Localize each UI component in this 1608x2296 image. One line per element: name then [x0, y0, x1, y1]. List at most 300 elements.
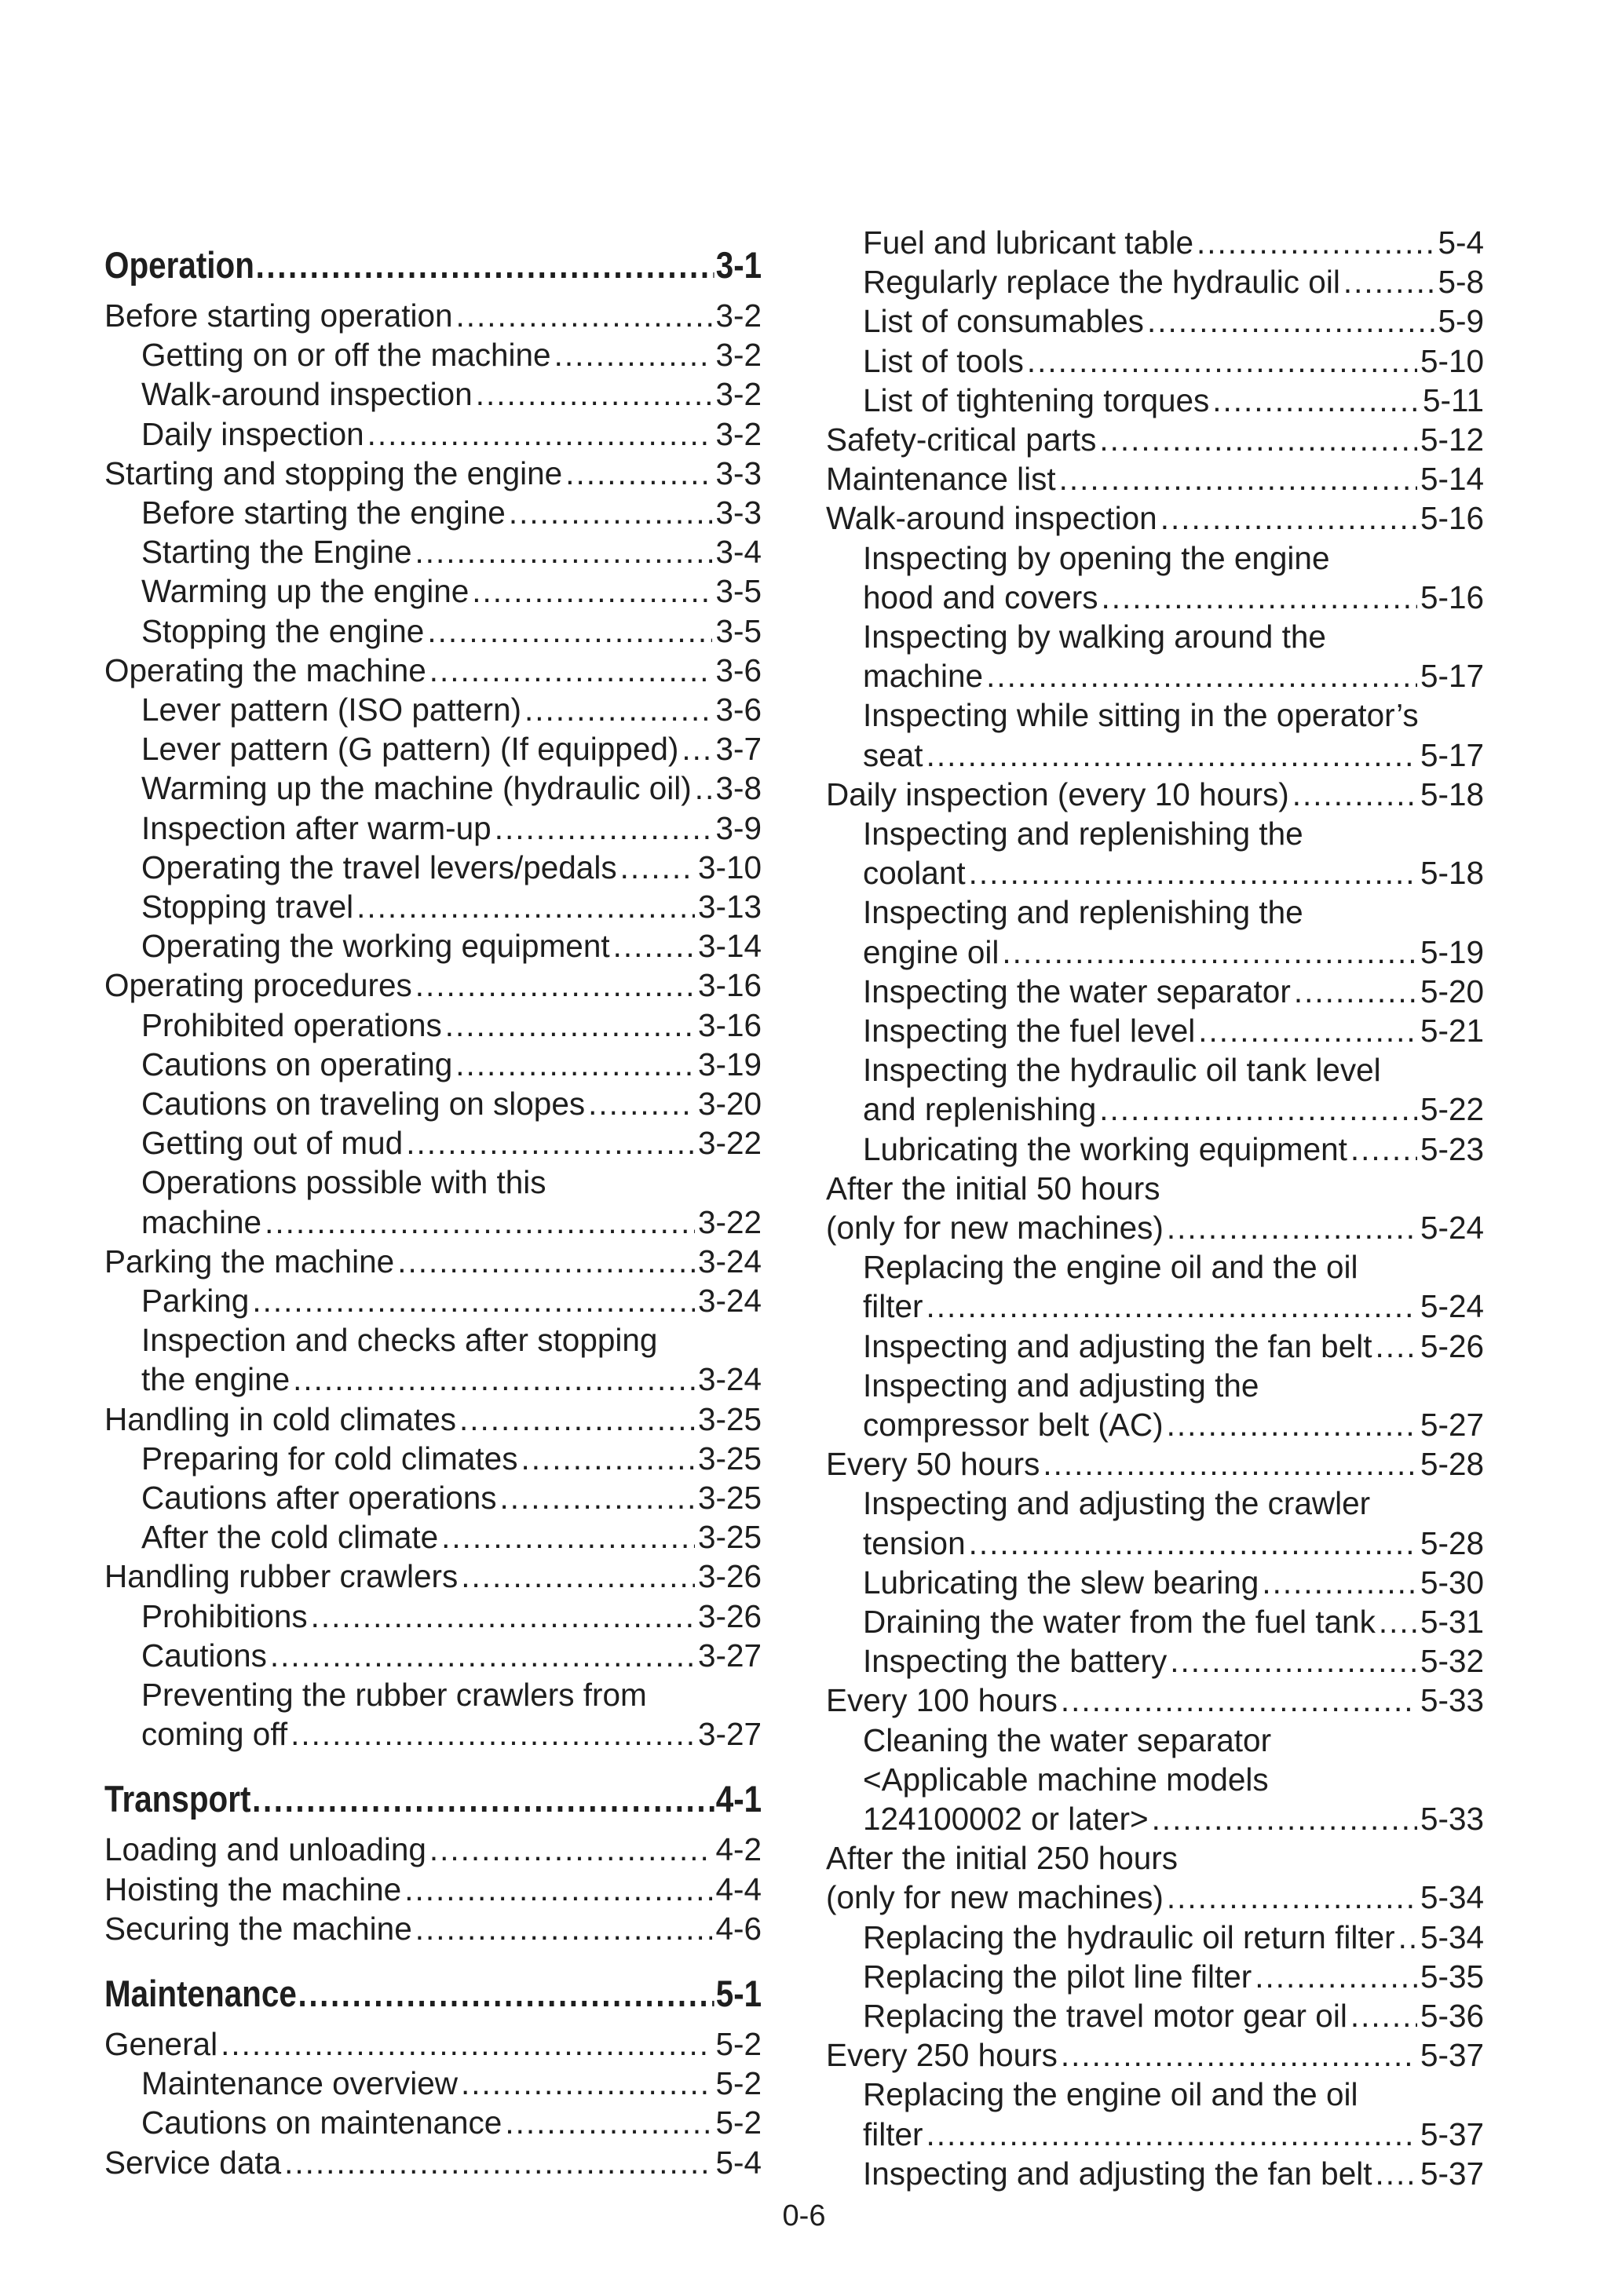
toc-entry: [104, 454, 762, 493]
toc-entry: [826, 1050, 1484, 1090]
toc-dot-leader: [926, 2115, 1417, 2154]
toc-dot-leader: [620, 848, 695, 887]
toc-entry-title: After the initial 50 hours: [826, 1170, 1160, 1206]
toc-entry: [104, 768, 762, 808]
toc-entry-title: Safety-critical parts: [826, 422, 1097, 458]
toc-dot-leader: [293, 1360, 695, 1399]
toc-dot-leader: [1379, 1602, 1417, 1641]
toc-entry-title: <Applicable machine models: [863, 1761, 1269, 1798]
toc-entry: [826, 814, 1484, 853]
toc-dot-leader: [1099, 420, 1417, 459]
toc-entry: [826, 1090, 1484, 1129]
toc-entry-title: coolant: [863, 855, 966, 892]
toc-entry-title: Inspecting by walking around the: [863, 619, 1326, 655]
toc-entry: [104, 1006, 762, 1045]
toc-dot-leader: [441, 1517, 695, 1557]
toc-entry-title: Inspecting by opening the engine: [863, 539, 1330, 576]
toc-entry-title: Inspecting and adjusting the fan belt: [863, 1327, 1372, 1364]
toc-dot-leader: [1350, 1130, 1417, 1169]
toc-entry: [826, 498, 1484, 538]
toc-entry: [826, 420, 1484, 459]
toc-entry-page: 5-17: [1420, 736, 1484, 773]
toc-entry-title: Preventing the rubber crawlers from: [141, 1677, 647, 1713]
toc-entry: [104, 611, 762, 651]
toc-entry-title: hood and covers: [863, 579, 1098, 615]
toc-entry: [104, 965, 762, 1005]
toc-entry: [104, 1830, 762, 1869]
toc-entry-page: 5-14: [1420, 461, 1484, 498]
toc-entry-title: Regularly replace the hydraulic oil: [863, 264, 1340, 301]
toc-entry: [104, 1163, 762, 1202]
toc-entry: [826, 341, 1484, 381]
toc-entry-title: (only for new machines): [826, 1879, 1164, 1916]
toc-entry: [826, 2154, 1484, 2193]
toc-entry-title: 124100002 or later>: [863, 1801, 1149, 1837]
toc-entry-title: Inspecting the water separator: [863, 973, 1291, 1009]
toc-dot-leader: [445, 1006, 695, 1045]
toc-entry: [826, 538, 1484, 578]
toc-entry: [104, 887, 762, 926]
toc-entry-page: 5-2: [715, 2065, 762, 2102]
toc-entry-title: Operating the travel levers/pedals: [141, 849, 617, 885]
toc-entry-page: 3-22: [697, 1203, 762, 1240]
toc-entry: [826, 617, 1484, 656]
toc-entry-title: Lubricating the working equipment: [863, 1130, 1347, 1167]
toc-entry-title: Loading and unloading: [104, 1831, 426, 1868]
toc-dot-leader: [1147, 301, 1435, 341]
toc-dot-leader: [1198, 1011, 1417, 1050]
toc-entry: [104, 374, 762, 414]
toc-dot-leader: [429, 1830, 713, 1869]
toc-entry: [104, 296, 762, 335]
toc-dot-leader: [252, 1774, 714, 1824]
toc-entry-title: Cautions after operations: [141, 1480, 497, 1516]
toc-dot-leader: [472, 571, 712, 611]
toc-entry: [826, 459, 1484, 498]
toc-entry: [104, 1478, 762, 1517]
toc-entry-title: Inspecting and adjusting the fan belt: [863, 2155, 1372, 2192]
toc-entry: [826, 1878, 1484, 1917]
toc-entry: [104, 493, 762, 532]
toc-entry: [826, 892, 1484, 932]
toc-dot-leader: [298, 1969, 714, 2019]
toc-entry-page: 3-25: [697, 1519, 762, 1556]
toc-entry-page: 5-32: [1420, 1643, 1484, 1680]
toc-entry: [826, 2075, 1484, 2114]
toc-dot-leader: [505, 2103, 712, 2142]
toc-dot-leader: [311, 1597, 695, 1636]
toc-dot-leader: [1101, 578, 1416, 617]
toc-entry-title: Stopping travel: [141, 889, 354, 925]
toc-entry-title: Lever pattern (ISO pattern): [141, 692, 521, 728]
toc-entry-title: compressor belt (AC): [863, 1407, 1164, 1443]
toc-entry-page: 3-2: [715, 337, 762, 374]
toc-section-heading: [104, 1969, 762, 2019]
toc-entry-page: 3-3: [715, 495, 762, 531]
toc-entry-page: 3-27: [697, 1716, 762, 1753]
toc-entry-page: 5-8: [1438, 264, 1484, 301]
toc-entry-page: 5-18: [1420, 776, 1484, 812]
toc-entry: [826, 1563, 1484, 1602]
toc-entry-page: 3-24: [697, 1283, 762, 1319]
toc-entry-page: 5-4: [715, 2144, 762, 2181]
toc-dot-leader: [1059, 459, 1417, 498]
toc-dot-leader: [509, 493, 713, 532]
toc-entry-title: Parking the machine: [104, 1243, 395, 1279]
toc-entry-page: 5-30: [1420, 1564, 1484, 1601]
toc-entry-page: 3-24: [697, 1243, 762, 1279]
toc-entry-page: 5-24: [1420, 1210, 1484, 1246]
toc-entry-title: Replacing the pilot line filter: [863, 1958, 1252, 1995]
toc-section-heading: [104, 1774, 762, 1824]
toc-entry-title: General: [104, 2026, 218, 2062]
toc-dot-leader: [554, 335, 713, 374]
toc-entry-title: Hoisting the machine: [104, 1871, 402, 1907]
toc-dot-leader: [397, 1242, 695, 1281]
toc-entry-title: Cautions: [141, 1637, 267, 1674]
toc-entry-page: 5-31: [1420, 1604, 1484, 1640]
toc-entry: [826, 736, 1484, 775]
toc-entry: [826, 972, 1484, 1011]
toc-entry: [826, 1366, 1484, 1405]
toc-dot-leader: [1160, 498, 1417, 538]
toc-entry-title: (only for new machines): [826, 1210, 1164, 1246]
toc-entry-page: 3-7: [715, 731, 762, 768]
toc-entry: [104, 1909, 762, 1948]
toc-dot-leader: [695, 768, 713, 808]
toc-entry-page: 5-18: [1420, 855, 1484, 892]
toc-dot-leader: [1167, 1405, 1417, 1444]
toc-entry-page: 5-2: [715, 2026, 762, 2062]
toc-entry-page: 3-2: [715, 297, 762, 334]
toc-entry-title: Operation: [104, 244, 254, 286]
toc-dot-leader: [459, 1400, 695, 1439]
toc-entry-page: 5-2: [715, 2104, 762, 2141]
toc-dot-leader: [1350, 1996, 1417, 2035]
toc-entry: [104, 1242, 762, 1281]
toc-dot-leader: [524, 690, 712, 729]
toc-entry-page: 5-37: [1420, 2155, 1484, 2192]
toc-entry-page: 3-2: [715, 376, 762, 413]
toc-dot-leader: [415, 532, 713, 571]
toc-entry-page: 5-19: [1420, 933, 1484, 970]
toc-entry: [104, 1203, 762, 1242]
toc-entry-title: Inspecting while sitting in the operator’s: [863, 697, 1419, 734]
toc-dot-leader: [1255, 1957, 1417, 1996]
toc-entry-title: Cautions on maintenance: [141, 2104, 502, 2141]
toc-dot-leader: [1152, 1799, 1417, 1838]
toc-entry: [104, 532, 762, 571]
toc-entry: [104, 1675, 762, 1714]
toc-entry: [826, 1484, 1484, 1523]
toc-entry-title: Stopping the engine: [141, 612, 425, 649]
toc-dot-leader: [1170, 1641, 1417, 1681]
toc-entry: [104, 1714, 762, 1754]
toc-entry-page: 3-14: [697, 928, 762, 965]
toc-entry-page: 3-25: [697, 1480, 762, 1516]
toc-entry-title: filter: [863, 1288, 923, 1325]
toc-entry-title: Replacing the engine oil and the oil: [863, 1249, 1358, 1286]
toc-entry: [826, 301, 1484, 341]
toc-entry: [826, 1641, 1484, 1681]
toc-entry-page: 5-12: [1420, 422, 1484, 458]
toc-entry-title: Handling rubber crawlers: [104, 1558, 459, 1595]
toc-entry-title: Inspecting and adjusting the crawler: [863, 1485, 1371, 1522]
toc-entry-title: Transport: [104, 1778, 251, 1820]
toc-entry-title: Fuel and lubricant table: [863, 224, 1194, 261]
toc-entry: [104, 1123, 762, 1163]
toc-entry-title: Maintenance overview: [141, 2065, 458, 2102]
toc-entry-title: Warming up the engine: [141, 573, 470, 610]
toc-dot-leader: [252, 1281, 695, 1320]
toc-entry: [104, 1045, 762, 1084]
toc-dot-leader: [1061, 1681, 1417, 1720]
toc-entry-page: 5-35: [1420, 1958, 1484, 1995]
toc-entry-title: Daily inspection (every 10 hours): [826, 776, 1289, 812]
toc-entry: [826, 1011, 1484, 1050]
toc-dot-leader: [1167, 1208, 1417, 1247]
toc-entry-page: 3-3: [715, 454, 762, 491]
toc-dot-leader: [406, 1123, 695, 1163]
toc-entry-title: coming off: [141, 1716, 288, 1753]
toc-dot-leader: [415, 965, 695, 1005]
toc-entry-title: tension: [863, 1524, 966, 1561]
toc-entry: [826, 1957, 1484, 1996]
toc-dot-leader: [495, 809, 713, 848]
toc-entry-page: 5-26: [1420, 1327, 1484, 1364]
toc-entry: [104, 2024, 762, 2064]
toc-dot-leader: [461, 1557, 695, 1596]
toc-dot-leader: [256, 240, 714, 290]
toc-entry: [826, 853, 1484, 892]
toc-entry: [104, 848, 762, 887]
toc-entry-title: Starting and stopping the engine: [104, 454, 563, 491]
toc-entry: [104, 1517, 762, 1557]
toc-entry: [104, 809, 762, 848]
toc-entry-title: seat: [863, 736, 923, 773]
toc-entry-page: 5-33: [1420, 1801, 1484, 1837]
toc-entry: [826, 1602, 1484, 1641]
toc-dot-leader: [969, 853, 1417, 892]
toc-entry: [104, 2103, 762, 2142]
toc-entry-page: 3-2: [715, 415, 762, 452]
toc-entry-page: 3-22: [697, 1125, 762, 1162]
toc-entry-title: Walk-around inspection: [141, 376, 473, 413]
toc-section-heading: [104, 240, 762, 290]
toc-entry: [826, 1681, 1484, 1720]
toc-entry-title: machine: [863, 658, 984, 695]
toc-entry: [104, 2143, 762, 2182]
toc-dot-leader: [521, 1439, 694, 1478]
toc-dot-leader: [1099, 1090, 1417, 1129]
toc-entry-page: 4-6: [715, 1910, 762, 1947]
toc-entry-title: Operating the working equipment: [141, 928, 610, 965]
toc-entry: [826, 1760, 1484, 1799]
toc-entry-page: 3-5: [715, 612, 762, 649]
toc-dot-leader: [291, 1714, 695, 1754]
toc-entry-page: 4-4: [715, 1871, 762, 1907]
toc-dot-leader: [1292, 775, 1417, 814]
toc-entry: [104, 1281, 762, 1320]
toc-entry-title: Inspecting the hydraulic oil tank level: [863, 1052, 1381, 1089]
toc-entry: [104, 926, 762, 965]
toc-entry-page: 5-24: [1420, 1288, 1484, 1325]
toc-entry-page: 5-17: [1420, 658, 1484, 695]
toc-entry-page: 3-10: [697, 849, 762, 885]
toc-entry: [826, 1287, 1484, 1326]
toc-dot-leader: [926, 736, 1417, 775]
toc-dot-leader: [1375, 2154, 1416, 2193]
toc-entry: [104, 335, 762, 374]
toc-entry-page: 5-21: [1420, 1013, 1484, 1049]
toc-entry-title: Service data: [104, 2144, 282, 2181]
toc-entry-title: Inspecting and replenishing the: [863, 816, 1303, 852]
toc-entry: [104, 729, 762, 768]
toc-dot-leader: [455, 1045, 695, 1084]
toc-entry: [826, 1918, 1484, 1957]
toc-entry-page: 3-20: [697, 1086, 762, 1122]
toc-entry-page: 3-8: [715, 770, 762, 807]
toc-entry: [104, 1320, 762, 1360]
toc-dot-leader: [284, 2143, 712, 2182]
toc-dot-leader: [986, 656, 1417, 695]
toc-entry-title: Preparing for cold climates: [141, 1440, 518, 1477]
toc-entry-title: engine oil: [863, 933, 1000, 970]
toc-entry-page: 3-1: [715, 244, 762, 286]
toc-entry-title: Before starting the engine: [141, 495, 506, 531]
toc-entry-title: Draining the water from the fuel tank: [863, 1604, 1376, 1640]
toc-entry: [826, 262, 1484, 301]
toc-dot-leader: [1262, 1563, 1417, 1602]
toc-entry-title: Operating procedures: [104, 967, 412, 1004]
toc-entry: [826, 656, 1484, 695]
toc-entry: [104, 651, 762, 690]
toc-entry-title: Getting on or off the machine: [141, 337, 551, 374]
toc-entry-page: 3-26: [697, 1597, 762, 1634]
toc-dot-leader: [1002, 933, 1417, 972]
toc-entry-title: Replacing the hydraulic oil return filter: [863, 1918, 1395, 1955]
toc-entry-page: 5-4: [1438, 224, 1484, 261]
toc-dot-leader: [427, 611, 712, 651]
toc-entry-title: Warming up the machine (hydraulic oil): [141, 770, 692, 807]
toc-entry-page: 5-9: [1438, 303, 1484, 340]
toc-entry-page: 3-16: [697, 967, 762, 1004]
toc-entry-title: After the initial 250 hours: [826, 1840, 1179, 1877]
toc-entry-title: and replenishing: [863, 1091, 1097, 1128]
toc-dot-leader: [1197, 223, 1434, 262]
toc-entry-page: 3-6: [715, 692, 762, 728]
toc-entry: [826, 223, 1484, 262]
toc-entry-page: 5-1: [715, 1973, 762, 2014]
toc-dot-leader: [1061, 2035, 1417, 2075]
toc-entry: [826, 1444, 1484, 1484]
toc-entry-title: Before starting operation: [104, 297, 453, 334]
toc-entry-page: 5-23: [1420, 1130, 1484, 1167]
toc-entry-page: 3-24: [697, 1361, 762, 1398]
toc-entry: [826, 933, 1484, 972]
toc-entry-title: Every 250 hours: [826, 2037, 1058, 2074]
toc-dot-leader: [682, 729, 712, 768]
toc-entry-title: Handling in cold climates: [104, 1400, 456, 1437]
toc-entry: [104, 1360, 762, 1399]
toc-entry-page: 5-36: [1420, 1998, 1484, 2034]
toc-entry-page: 5-10: [1420, 342, 1484, 379]
toc-entry-title: After the cold climate: [141, 1519, 439, 1556]
toc-entry-title: Parking: [141, 1283, 250, 1319]
toc-dot-leader: [1027, 341, 1417, 381]
toc-entry-page: 5-28: [1420, 1446, 1484, 1483]
toc-entry-page: 3-19: [697, 1046, 762, 1082]
toc-dot-leader: [356, 887, 695, 926]
toc-entry-title: List of tools: [863, 342, 1024, 379]
toc-dot-leader: [500, 1478, 695, 1517]
toc-dot-leader: [926, 1287, 1417, 1326]
toc-entry: [826, 1208, 1484, 1247]
toc-entry-title: Operating the machine: [104, 652, 426, 688]
toc-entry-page: 5-33: [1420, 1682, 1484, 1719]
toc-entry-title: Daily inspection: [141, 415, 364, 452]
toc-dot-leader: [588, 1084, 695, 1123]
toc-dot-leader: [1167, 1878, 1417, 1917]
toc-dot-leader: [1212, 381, 1420, 420]
toc-dot-leader: [1343, 262, 1435, 301]
toc-entry-title: Inspecting the battery: [863, 1643, 1168, 1680]
toc-entry: [826, 1130, 1484, 1169]
toc-entry: [104, 1636, 762, 1675]
toc-entry: [826, 1405, 1484, 1444]
toc-entry: [826, 1721, 1484, 1760]
toc-entry: [104, 571, 762, 611]
toc-entry-title: Prohibited operations: [141, 1006, 442, 1043]
toc-entry-page: 3-25: [697, 1440, 762, 1477]
toc-dot-leader: [221, 2024, 712, 2064]
toc-entry-title: filter: [863, 2115, 923, 2152]
toc-dot-leader: [613, 926, 695, 965]
toc-dot-leader: [429, 651, 713, 690]
toc-entry-page: 5-28: [1420, 1524, 1484, 1561]
toc-entry-title: Lever pattern (G pattern) (If equipped): [141, 731, 679, 768]
toc-entry: [104, 1557, 762, 1596]
toc-dot-leader: [1375, 1327, 1416, 1366]
toc-entry: [104, 1084, 762, 1123]
toc-dot-leader: [265, 1203, 695, 1242]
toc-entry: [826, 381, 1484, 420]
toc-entry: [826, 1169, 1484, 1208]
toc-entry-page: 3-4: [715, 534, 762, 571]
toc-entry-page: 3-9: [715, 809, 762, 846]
toc-dot-leader: [404, 1870, 712, 1909]
toc-entry-title: Walk-around inspection: [826, 500, 1157, 537]
toc-entry-page: 4-1: [715, 1778, 762, 1820]
toc-entry: [104, 1870, 762, 1909]
toc-entry-title: Prohibitions: [141, 1597, 308, 1634]
toc-dot-leader: [565, 454, 712, 493]
toc-entry: [826, 1524, 1484, 1563]
toc-entry-title: Replacing the engine oil and the oil: [863, 2076, 1358, 2113]
toc-entry-title: Every 100 hours: [826, 1682, 1058, 1719]
toc-entry-page: 5-16: [1420, 500, 1484, 537]
toc-entry-page: 3-25: [697, 1400, 762, 1437]
toc-entry-page: 3-5: [715, 573, 762, 610]
toc-entry-title: Inspecting the fuel level: [863, 1013, 1196, 1049]
toc-entry-title: Inspection after warm-up: [141, 809, 492, 846]
toc-entry-page: 5-34: [1420, 1879, 1484, 1916]
toc-entry-title: Securing the machine: [104, 1910, 412, 1947]
toc-entry-title: the engine: [141, 1361, 291, 1398]
toc-entry: [826, 1327, 1484, 1366]
toc-entry: [104, 1597, 762, 1636]
toc-entry-title: Cleaning the water separator: [863, 1721, 1272, 1758]
